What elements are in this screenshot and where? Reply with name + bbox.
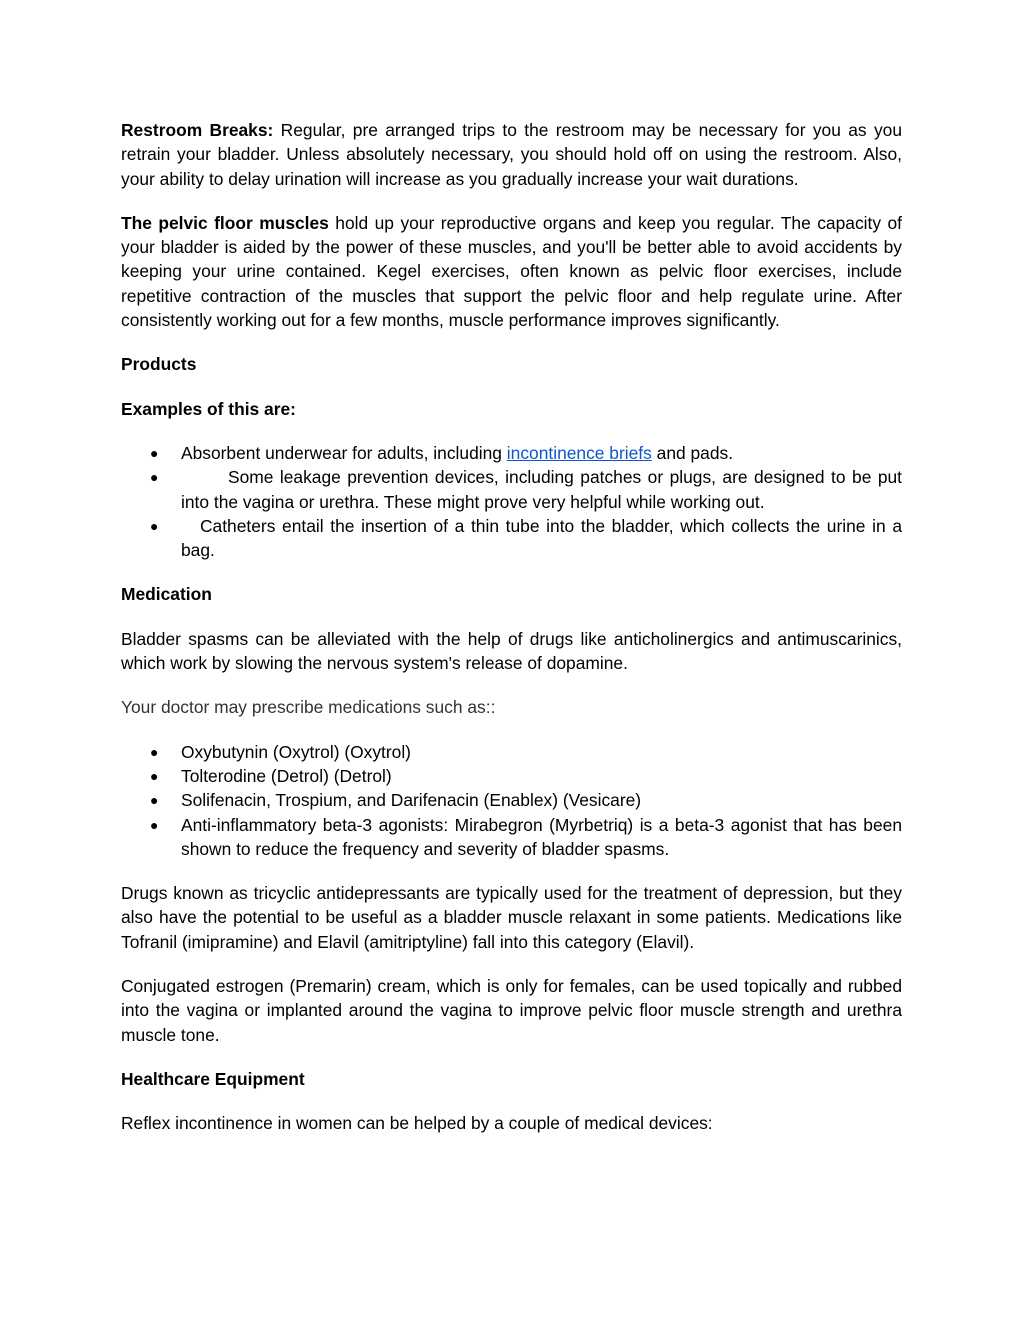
medication-item-text: Anti-inflammatory beta-3 agonists: Mirabegron (Myrbetriq) is a beta-3 agonist that has been shown to reduce the frequency and severity of bladder spasms. (181, 814, 902, 859)
list-item (121, 740, 902, 764)
bullet-icon: ● (150, 816, 159, 833)
products-heading: Products (121, 354, 197, 375)
tricyclic-paragraph: Drugs known as tricyclic antidepressants are typically used for the treatment of depression, but they also have the potential to be useful as a bladder muscle relaxant in some patients. Medications like Tofranil (imipramine) and Elavil (amitriptyline) fall into this category (Elavil). (121, 883, 902, 952)
product-item-text: Some leakage prevention devices, including patches or plugs, are designed to be put into the vagina or urethra. These might prove very helpful while working out. (181, 467, 902, 512)
medication-heading: Medication (121, 584, 212, 605)
bullet-icon: ● (150, 743, 159, 760)
pelvic-text: hold up your reproductive organs and keep you regular. The capacity of your bladder is aided by the power of these muscles, and you'll be better able to avoid accidents by keeping your urine contained. Kegel exercises, often known as pelvic floor exercises, include repetitive contraction of the muscles that support the pelvic floor and help regulate urine. After consistently working out for a few months, muscle performance improves significantly. (121, 212, 902, 331)
bullet-icon: ● (150, 767, 159, 784)
estrogen-paragraph: Conjugated estrogen (Premarin) cream, which is only for females, can be used topically and rubbed into the vagina or implanted around the vagina to improve pelvic floor muscle strength and urethra muscle tone. (121, 976, 902, 1045)
pelvic-label: The pelvic floor muscles (121, 212, 329, 233)
equipment-heading: Healthcare Equipment (121, 1068, 305, 1089)
products-list (121, 441, 902, 562)
list-item (121, 788, 902, 812)
list-item (121, 441, 902, 465)
list-item (121, 813, 902, 862)
restroom-paragraph (121, 118, 902, 191)
incontinence-briefs-link[interactable]: incontinence briefs (506, 442, 652, 463)
medication-intro: Bladder spasms can be alleviated with the help of drugs like anticholinergics and antimuscarinics, which work by slowing the nervous system's release of dopamine. (121, 628, 902, 674)
bullet-icon: ● (150, 517, 159, 534)
list-item (121, 764, 902, 788)
list-item (121, 514, 902, 563)
list-item (121, 465, 902, 514)
bullet-icon: ● (150, 444, 159, 461)
product-item-before: Absorbent underwear for adults, including (181, 442, 507, 463)
product-item-text: Catheters entail the insertion of a thin tube into the bladder, which collects the urine in a bag. (181, 515, 902, 561)
restroom-label: Restroom Breaks: (121, 120, 274, 140)
product-item-after: and pads. (651, 442, 734, 463)
medication-list (121, 740, 902, 861)
examples-heading: Examples of this are: (121, 398, 296, 419)
equipment-text: Reflex incontinence in women can be helped by a couple of medical devices: (121, 1113, 713, 1134)
pelvic-paragraph (121, 211, 902, 332)
bullet-icon: ● (150, 469, 159, 486)
restroom-text: Regular, pre arranged trips to the restroom may be necessary for you as you retrain your bladder. Unless absolutely necessary, you should hold off on using the restroom. Also, your ability to delay urination will increase as you gradually increase your wait durations. (121, 120, 902, 189)
prescribe-text: Your doctor may prescribe medications such as:: (121, 697, 496, 718)
document-page (121, 118, 902, 1156)
medication-item-text: Tolterodine (Detrol) (Detrol) (181, 765, 392, 786)
bullet-icon: ● (150, 792, 159, 809)
medication-item-text: Oxybutynin (Oxytrol) (Oxytrol) (181, 741, 411, 762)
medication-item-text: Solifenacin, Trospium, and Darifenacin (Enablex) (Vesicare) (181, 790, 642, 811)
